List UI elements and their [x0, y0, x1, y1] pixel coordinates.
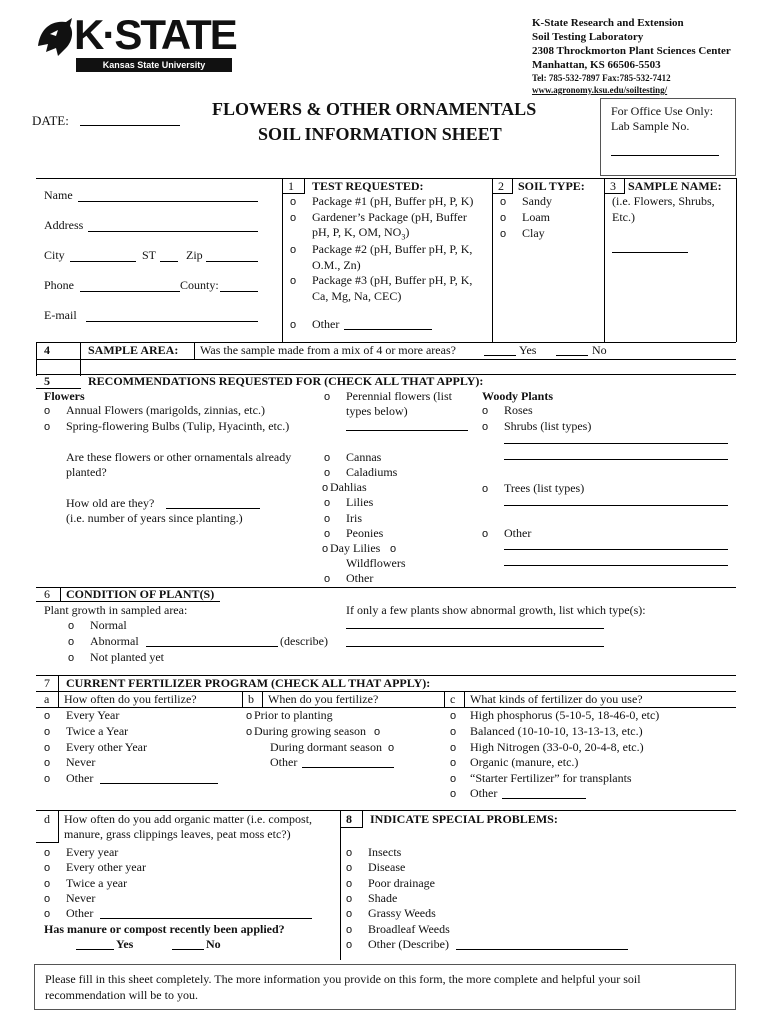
- sec6-title: CONDITION OF PLANT(S): [66, 587, 215, 601]
- loam-label: Loam: [522, 210, 550, 224]
- age-question: How old are they?: [66, 496, 155, 510]
- disease-checkbox[interactable]: o: [346, 862, 353, 874]
- prior-planting-label: Prior to planting: [254, 708, 333, 722]
- om-twice-year-checkbox[interactable]: o: [44, 878, 51, 890]
- other-flower-checkbox[interactable]: o: [324, 573, 331, 585]
- lilies-checkbox[interactable]: o: [324, 497, 331, 509]
- shrubs-field[interactable]: [504, 443, 728, 444]
- office-use-box: [600, 98, 736, 176]
- starter-fertilizer-checkbox[interactable]: o: [450, 773, 457, 785]
- other-fertilizer-label: Other: [470, 786, 498, 800]
- shrubs-field-2[interactable]: [504, 459, 728, 460]
- gardener-nutrients: pH, P, K, OM, NO: [312, 225, 402, 239]
- sec8-title: INDICATE SPECIAL PROBLEMS:: [370, 812, 558, 826]
- sec4-title: SAMPLE AREA:: [88, 343, 179, 357]
- om-every-other-year-label: Every other year: [66, 860, 146, 874]
- om-every-other-year-checkbox[interactable]: o: [44, 862, 51, 874]
- roses-label: Roses: [504, 403, 533, 417]
- twice-year-checkbox[interactable]: o: [44, 726, 51, 738]
- om-never-label: Never: [66, 891, 96, 905]
- divider: [492, 178, 493, 342]
- cannas-checkbox[interactable]: o: [324, 452, 331, 464]
- package3-label2: Ca, Mg, Na, CEC): [312, 289, 402, 303]
- divider: [340, 810, 341, 960]
- organic-label: Organic (manure, etc.): [470, 755, 579, 769]
- roses-checkbox[interactable]: o: [482, 405, 489, 417]
- manure-yes-field[interactable]: [76, 949, 114, 950]
- high-phosphorus-label: High phosphorus (5-10-5, 18-46-0, etc): [470, 708, 660, 722]
- dormant-season-checkbox[interactable]: o: [374, 726, 381, 738]
- shade-checkbox[interactable]: o: [346, 893, 353, 905]
- dahlias-checkbox[interactable]: o: [322, 482, 329, 494]
- sub-d-letter: d: [44, 812, 50, 826]
- om-every-year-label: Every year: [66, 845, 119, 859]
- perennial-checkbox[interactable]: o: [324, 391, 331, 403]
- office-use-label: For Office Use Only:: [611, 104, 714, 118]
- lab-sample-field[interactable]: [611, 155, 719, 156]
- fertilizer-kind-question: What kinds of fertilizer do you use?: [470, 692, 643, 706]
- lilies-label: Lilies: [346, 495, 374, 509]
- sec7-number: 7: [44, 676, 50, 690]
- other-woody-field-2[interactable]: [504, 565, 728, 566]
- divider: [58, 810, 59, 842]
- perennial-label2: types below): [346, 404, 408, 418]
- wildcat-logo-icon: [36, 16, 74, 58]
- iris-checkbox[interactable]: o: [324, 513, 331, 525]
- fertilize-timing-question: When do you fertilize?: [268, 692, 379, 706]
- dahlias-label: Dahlias: [330, 480, 367, 494]
- manure-question: Has manure or compost recently been applied?: [44, 922, 285, 936]
- lab-line4: Manhattan, KS 66506-5503: [532, 59, 661, 71]
- planted-question2: planted?: [66, 465, 107, 479]
- sandy-label: Sandy: [522, 194, 552, 208]
- other-frequency-field[interactable]: [100, 783, 218, 784]
- county-field[interactable]: [220, 291, 258, 292]
- age-hint: (i.e. number of years since planting.): [66, 511, 243, 525]
- om-other-label: Other: [66, 906, 94, 920]
- divider: [444, 691, 445, 707]
- few-plants-question: If only a few plants show abnormal growth, list which type(s):: [346, 603, 646, 617]
- abnormal-label: Abnormal: [90, 634, 139, 648]
- peonies-checkbox[interactable]: o: [324, 528, 331, 540]
- sec2-title: SOIL TYPE:: [518, 179, 585, 193]
- zip-field[interactable]: [206, 261, 258, 262]
- other-problem-label: Other (Describe): [368, 937, 449, 951]
- divider: [464, 691, 465, 707]
- other-fertilizer-checkbox[interactable]: o: [450, 788, 457, 800]
- divider: [36, 359, 736, 360]
- no3-subscript: 3: [401, 232, 406, 242]
- never-label: Never: [66, 755, 96, 769]
- fertilize-frequency-question: How often do you fertilize?: [64, 692, 197, 706]
- other-test-label: Other: [312, 317, 340, 331]
- om-never-checkbox[interactable]: o: [44, 893, 51, 905]
- grassy-weeds-label: Grassy Weeds: [368, 906, 436, 920]
- manure-no-field[interactable]: [172, 949, 204, 950]
- poor-drainage-checkbox[interactable]: o: [346, 878, 353, 890]
- sub-a-letter: a: [44, 692, 50, 706]
- other-timing-field[interactable]: [302, 767, 394, 768]
- phone-label: Phone: [44, 278, 74, 292]
- sample-area-question: Was the sample made from a mix of 4 or more areas?: [200, 343, 456, 357]
- date-field[interactable]: [80, 125, 180, 126]
- om-twice-year-label: Twice a year: [66, 876, 128, 890]
- footer-note-box: [34, 964, 736, 1010]
- dormant-season-label: During dormant season: [270, 740, 382, 754]
- other-timing-label: Other: [270, 755, 298, 769]
- sample-name-field[interactable]: [612, 252, 688, 253]
- trees-label: Trees (list types): [504, 481, 585, 495]
- grassy-weeds-checkbox[interactable]: o: [346, 908, 353, 920]
- sec5-number: 5: [44, 374, 50, 388]
- email-field[interactable]: [86, 321, 258, 322]
- every-year-checkbox[interactable]: o: [44, 710, 51, 722]
- wildflowers-label: Wildflowers: [346, 556, 406, 570]
- package3-label: Package #3 (pH, Buffer pH, P, K,: [312, 273, 473, 287]
- not-planted-label: Not planted yet: [90, 650, 164, 664]
- lab-sample-label: Lab Sample No.: [611, 119, 690, 133]
- gardener-package-label: Gardener’s Package (pH, Buffer: [312, 210, 467, 224]
- om-every-year-checkbox[interactable]: o: [44, 847, 51, 859]
- annual-flowers-label: Annual Flowers (marigolds, zinnias, etc.): [66, 403, 265, 417]
- flowers-heading: Flowers: [44, 389, 85, 403]
- other-problem-checkbox[interactable]: o: [346, 939, 353, 951]
- divider: [624, 178, 625, 194]
- lab-line3: 2308 Throckmorton Plant Sciences Center: [532, 45, 731, 57]
- organic-matter-question2: manure, grass clippings leaves, peat moss etc?): [64, 827, 291, 841]
- lab-website-link[interactable]: www.agronomy.ksu.edu/soiltesting/: [532, 85, 668, 95]
- growing-season-checkbox[interactable]: o: [246, 726, 253, 738]
- twice-year-label: Twice a Year: [66, 724, 129, 738]
- om-other-checkbox[interactable]: o: [44, 908, 51, 920]
- insects-label: Insects: [368, 845, 402, 859]
- poor-drainage-label: Poor drainage: [368, 876, 435, 890]
- age-field[interactable]: [166, 508, 260, 509]
- package2-label: Package #2 (pH, Buffer pH, P, K,: [312, 242, 473, 256]
- few-plants-field[interactable]: [346, 628, 604, 629]
- caladiums-checkbox[interactable]: o: [324, 467, 331, 479]
- lab-phone: Tel: 785-532-7897 Fax:785-532-7412: [532, 73, 671, 83]
- manure-yes-label: Yes: [116, 937, 134, 951]
- lab-line2: Soil Testing Laboratory: [532, 31, 644, 43]
- sec7-title: CURRENT FERTILIZER PROGRAM (CHECK ALL THAT APPLY):: [66, 676, 431, 690]
- sample-name-hint2: Etc.): [612, 210, 635, 224]
- sec1-number: 1: [288, 179, 294, 193]
- sub-b-letter: b: [248, 692, 254, 706]
- divider: [60, 587, 61, 602]
- kstate-university-bar: Kansas State University: [76, 58, 232, 72]
- high-phosphorus-checkbox[interactable]: o: [450, 710, 457, 722]
- om-other-field[interactable]: [100, 918, 312, 919]
- other-woody-label: Other: [504, 526, 532, 540]
- divider: [362, 810, 363, 827]
- bulbs-label: Spring-flowering Bulbs (Tulip, Hyacinth, etc.): [66, 419, 290, 433]
- growing-season-label: During growing season: [254, 724, 366, 738]
- perennial-field[interactable]: [346, 430, 468, 431]
- caladiums-label: Caladiums: [346, 465, 398, 479]
- iris-label: Iris: [346, 511, 362, 525]
- high-nitrogen-checkbox[interactable]: o: [450, 742, 457, 754]
- other-woody-checkbox[interactable]: o: [482, 528, 489, 540]
- other-test-checkbox[interactable]: o: [290, 319, 297, 331]
- divider: [304, 178, 305, 194]
- other-fertilizer-field[interactable]: [502, 798, 586, 799]
- never-checkbox[interactable]: o: [44, 757, 51, 769]
- shrubs-label: Shrubs (list types): [504, 419, 592, 433]
- sec2-number: 2: [498, 179, 504, 193]
- every-other-year-label: Every other Year: [66, 740, 147, 754]
- annual-flowers-checkbox[interactable]: o: [44, 405, 51, 417]
- state-field[interactable]: [160, 261, 178, 262]
- divider: [512, 178, 513, 194]
- wildflowers-checkbox[interactable]: o: [390, 543, 397, 555]
- trees-checkbox[interactable]: o: [482, 483, 489, 495]
- high-nitrogen-label: High Nitrogen (33-0-0, 20-4-8, etc.): [470, 740, 644, 754]
- address-field[interactable]: [88, 231, 258, 232]
- shade-label: Shade: [368, 891, 398, 905]
- peonies-label: Peonies: [346, 526, 384, 540]
- footer-note-line1: Please fill in this sheet completely. The more information you provide on this form, the more complete and helpful your soil: [45, 972, 641, 986]
- normal-label: Normal: [90, 618, 127, 632]
- sec3-title: SAMPLE NAME:: [628, 179, 722, 193]
- name-label: Name: [44, 188, 73, 202]
- package3-checkbox[interactable]: o: [290, 275, 297, 287]
- loam-checkbox[interactable]: o: [500, 212, 507, 224]
- broadleaf-weeds-checkbox[interactable]: o: [346, 924, 353, 936]
- perennial-label: Perennial flowers (list: [346, 389, 452, 403]
- organic-matter-question: How often do you add organic matter (i.e. compost,: [64, 812, 313, 826]
- other-frequency-checkbox[interactable]: o: [44, 773, 51, 785]
- divider: [242, 691, 243, 707]
- starter-fertilizer-label: “Starter Fertilizer” for transplants: [470, 771, 632, 785]
- shrubs-checkbox[interactable]: o: [482, 421, 489, 433]
- other-timing-checkbox[interactable]: o: [388, 742, 395, 754]
- form-title-line1: FLOWERS & OTHER ORNAMENTALS: [212, 99, 537, 119]
- normal-checkbox[interactable]: o: [68, 620, 75, 632]
- insects-checkbox[interactable]: o: [346, 847, 353, 859]
- package1-label: Package #1 (pH, Buffer pH, P, K): [312, 194, 474, 208]
- every-other-year-checkbox[interactable]: o: [44, 742, 51, 754]
- abnormal-checkbox[interactable]: o: [68, 636, 75, 648]
- sample-mix-yes-label: Yes: [519, 343, 537, 357]
- city-field[interactable]: [70, 261, 136, 262]
- every-year-label: Every Year: [66, 708, 120, 722]
- package2-label2: O.M., Zn): [312, 258, 361, 272]
- balanced-checkbox[interactable]: o: [450, 726, 457, 738]
- divider: [36, 810, 736, 811]
- bulbs-checkbox[interactable]: o: [44, 421, 51, 433]
- city-label: City: [44, 248, 65, 262]
- sec8-number: 8: [346, 812, 352, 826]
- sample-mix-no-field[interactable]: [556, 355, 588, 356]
- clay-label: Clay: [522, 226, 545, 240]
- other-test-field[interactable]: [344, 329, 432, 330]
- woody-heading: Woody Plants: [482, 389, 554, 403]
- zip-label: Zip: [186, 248, 203, 262]
- daylilies-checkbox[interactable]: o: [322, 543, 329, 555]
- clay-checkbox[interactable]: o: [500, 228, 507, 240]
- address-label: Address: [44, 218, 84, 232]
- planted-question: Are these flowers or other ornamentals already: [66, 450, 292, 464]
- form-title-line2: SOIL INFORMATION SHEET: [258, 124, 502, 144]
- divider: [194, 342, 195, 360]
- sandy-checkbox[interactable]: o: [500, 196, 507, 208]
- other-problem-field[interactable]: [456, 949, 628, 950]
- kstate-wordmark: K·STATE: [74, 11, 236, 58]
- disease-label: Disease: [368, 860, 406, 874]
- sec5-title: RECOMMENDATIONS REQUESTED FOR (CHECK ALL THAT APPLY):: [88, 374, 484, 388]
- sec3-number: 3: [610, 179, 616, 193]
- other-frequency-label: Other: [66, 771, 94, 785]
- growth-label: Plant growth in sampled area:: [44, 603, 188, 617]
- email-label: E-mail: [44, 308, 77, 322]
- describe-label: (describe): [280, 634, 328, 648]
- sample-mix-no-label: No: [592, 343, 607, 357]
- close-paren: ): [405, 225, 410, 239]
- phone-field[interactable]: [80, 291, 180, 292]
- manure-no-label: No: [206, 937, 221, 951]
- few-plants-field-2[interactable]: [346, 646, 604, 647]
- balanced-label: Balanced (10-10-10, 13-13-13, etc.): [470, 724, 643, 738]
- package2-checkbox[interactable]: o: [290, 244, 297, 256]
- sec4-number: 4: [44, 343, 50, 357]
- sample-name-hint: (i.e. Flowers, Shrubs,: [612, 194, 715, 208]
- broadleaf-weeds-label: Broadleaf Weeds: [368, 922, 450, 936]
- daylilies-label: Day Lilies: [330, 541, 381, 555]
- divider: [736, 178, 737, 342]
- cannas-label: Cannas: [346, 450, 382, 464]
- divider: [262, 691, 263, 707]
- sample-mix-yes-field[interactable]: [484, 355, 516, 356]
- sec6-number: 6: [44, 587, 50, 601]
- divider: [340, 827, 363, 828]
- divider: [58, 675, 59, 707]
- footer-note-line2: recommendation will be to you.: [45, 988, 198, 1002]
- divider: [36, 842, 59, 843]
- county-label: County:: [180, 278, 219, 292]
- package1-checkbox[interactable]: o: [290, 196, 297, 208]
- lab-line1: K-State Research and Extension: [532, 17, 684, 29]
- trees-field[interactable]: [504, 505, 728, 506]
- not-planted-checkbox[interactable]: o: [68, 652, 75, 664]
- state-label: ST: [142, 248, 157, 262]
- other-woody-field[interactable]: [504, 549, 728, 550]
- prior-planting-checkbox[interactable]: o: [246, 710, 253, 722]
- sec1-title: TEST REQUESTED:: [312, 179, 424, 193]
- date-label: DATE:: [32, 113, 69, 128]
- abnormal-field[interactable]: [146, 646, 278, 647]
- divider: [604, 178, 605, 342]
- sub-c-letter: c: [450, 692, 456, 706]
- other-flower-label: Other: [346, 571, 374, 585]
- name-field[interactable]: [78, 201, 258, 202]
- divider: [282, 178, 283, 342]
- gardener-package-checkbox[interactable]: o: [290, 212, 297, 224]
- organic-checkbox[interactable]: o: [450, 757, 457, 769]
